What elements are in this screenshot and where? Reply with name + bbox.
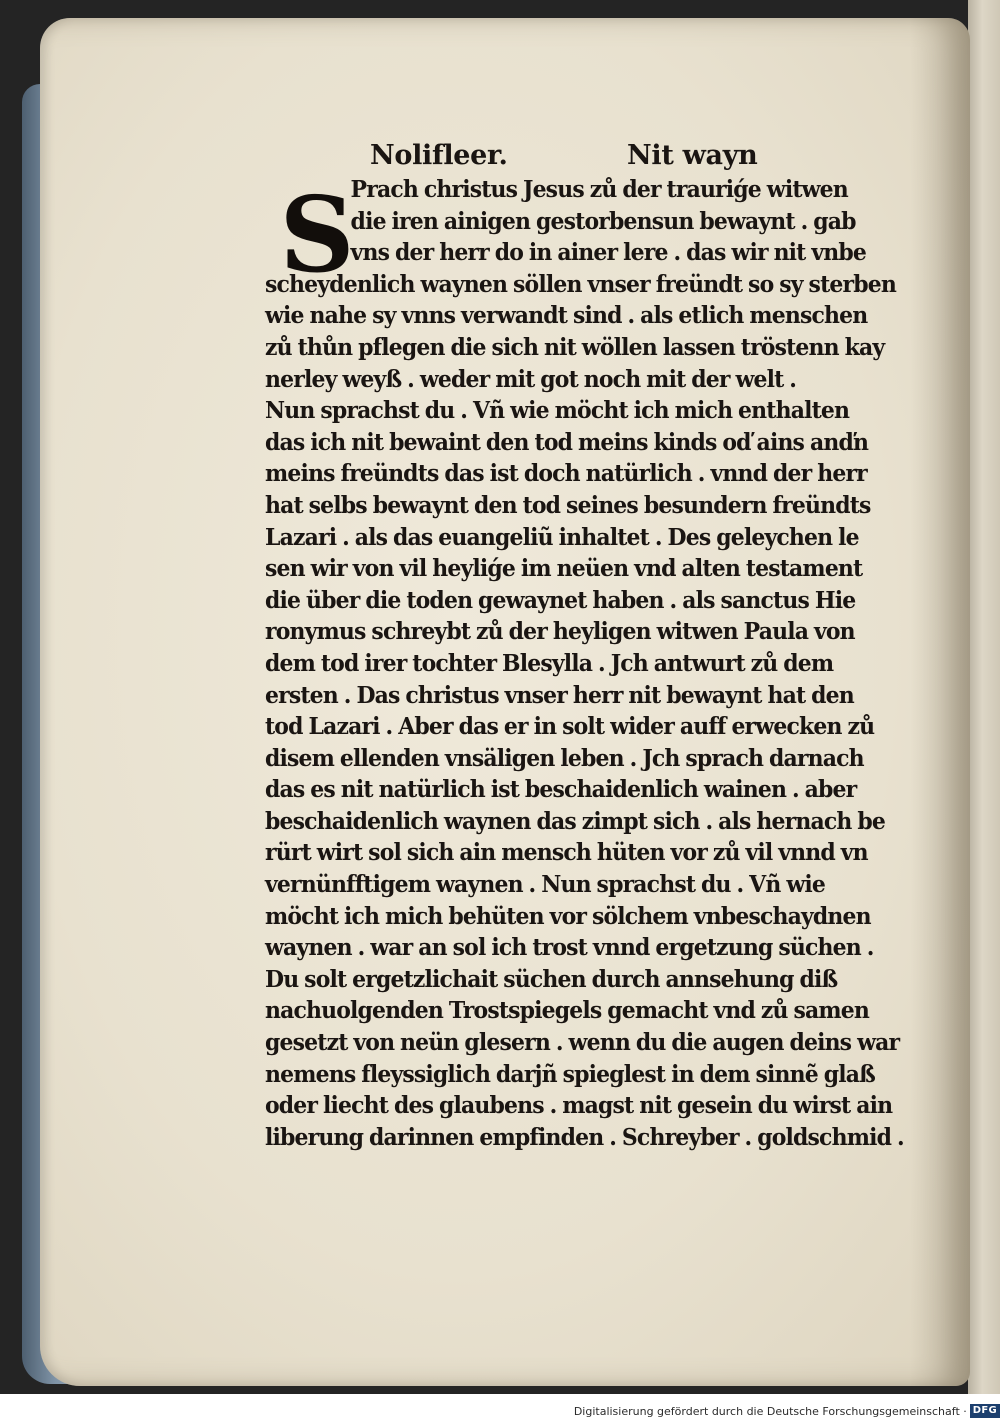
text-line-12: Lazari . als das euangeliũ inhaltet . Des geleychen le — [265, 522, 859, 551]
text-line-15: ronymus schreybt zů der heyligen witwen Paula von — [265, 617, 855, 646]
text-line-21: beschaidenlich waynen das zimpt sich . als hernach be — [265, 806, 886, 835]
text-line-9: das ich nit bewaint den tod meins kinds oď ains anďn — [265, 427, 869, 456]
text-line-13: sen wir von vil heyliǵe im neüen vnd alten testament — [265, 554, 863, 583]
text-line-28: gesetzt von neün glesern . wenn du die augen deins war — [265, 1028, 900, 1057]
text-line-22: rürt wirt sol sich ain mensch hüten vor zů vil vnnd vn — [265, 838, 868, 867]
text-line-31: liberung darinnen empfinden . Schreyber . goldschmid . — [265, 1122, 904, 1151]
drop-cap-initial: S — [279, 173, 355, 296]
text-line-20: das es nit natürlich ist beschaidenlich wainen . aber — [265, 775, 857, 804]
digitization-credit — [574, 1404, 1000, 1418]
running-head — [265, 140, 915, 174]
text-line-25: waynen . war an sol ich trost vnnd ergetzung süchen . — [265, 933, 874, 962]
text-line-24: möcht ich mich behüten vor sölchem vnbeschaydnen — [265, 901, 871, 930]
text-line-30: oder liecht des glaubens . magst nit gesein du wirst ain — [265, 1091, 893, 1120]
text-line-2: die iren ainigen gestorbensun bewaynt . gab — [350, 206, 856, 235]
text-line-10: meins freündts das ist doch natürlich . vnnd der herr — [265, 459, 867, 488]
text-line-19: disem ellenden vnsäligen leben . Jch sprach darnach — [265, 743, 864, 772]
running-head-left: Nolifleer. — [370, 140, 508, 171]
facing-page-edge — [968, 0, 1000, 1394]
text-line-14: die über die toden gewaynet haben . als sanctus Hie — [265, 585, 856, 614]
text-line-6: zů thůn pflegen die sich nit wöllen lassen tröstenn kay — [265, 332, 885, 361]
gutter-shadow — [910, 18, 970, 1386]
text-line-18: tod Lazari . Aber das er in solt wider auff erwecken zů — [265, 712, 875, 741]
text-line-11: hat selbs bewaynt den tod seines besundern freündts — [265, 490, 871, 519]
text-line-8: Nun sprachst du . Vñ wie möcht ich mich enthalten — [265, 396, 850, 425]
text-line-17: ersten . Das christus vnser herr nit bewaynt hat den — [265, 680, 854, 709]
text-line-23: vernünfftigem waynen . Nun sprachst du . Vñ wie — [265, 870, 826, 899]
text-line-29: nemens fleyssiglich darjñ spieglest in dem sinnẽ glaß — [265, 1059, 875, 1088]
dfg-logo: DFG — [970, 1404, 1000, 1418]
credit-text: Digitalisierung gefördert durch die Deutsche Forschungsgemeinschaft · — [573, 1404, 967, 1418]
printed-text-block — [265, 140, 915, 1153]
text-line-27: nachuolgenden Trostspiegels gemacht vnd zů samen — [265, 996, 870, 1025]
running-head-right: Nit wayn — [627, 140, 758, 171]
text-line-26: Du solt ergetzlichait süchen durch annsehung diß — [265, 964, 838, 993]
text-line-1: Prach christus Jesus zů der trauriǵe witwen — [350, 175, 848, 203]
text-line-5: wie nahe sy vnns verwandt sind . als etlich menschen — [265, 301, 868, 330]
text-line-4: scheydenlich waynen söllen vnser freündt so sy sterben — [265, 269, 896, 298]
text-line-3: vns der herr do in ainer lere . das wir nit vnbe — [350, 238, 867, 267]
text-line-7: nerley weyß . weder mit got noch mit der welt . — [265, 364, 797, 393]
text-line-16: dem tod irer tochter Blesylla . Jch antwurt zů dem — [265, 648, 834, 677]
body-text — [265, 174, 915, 1153]
